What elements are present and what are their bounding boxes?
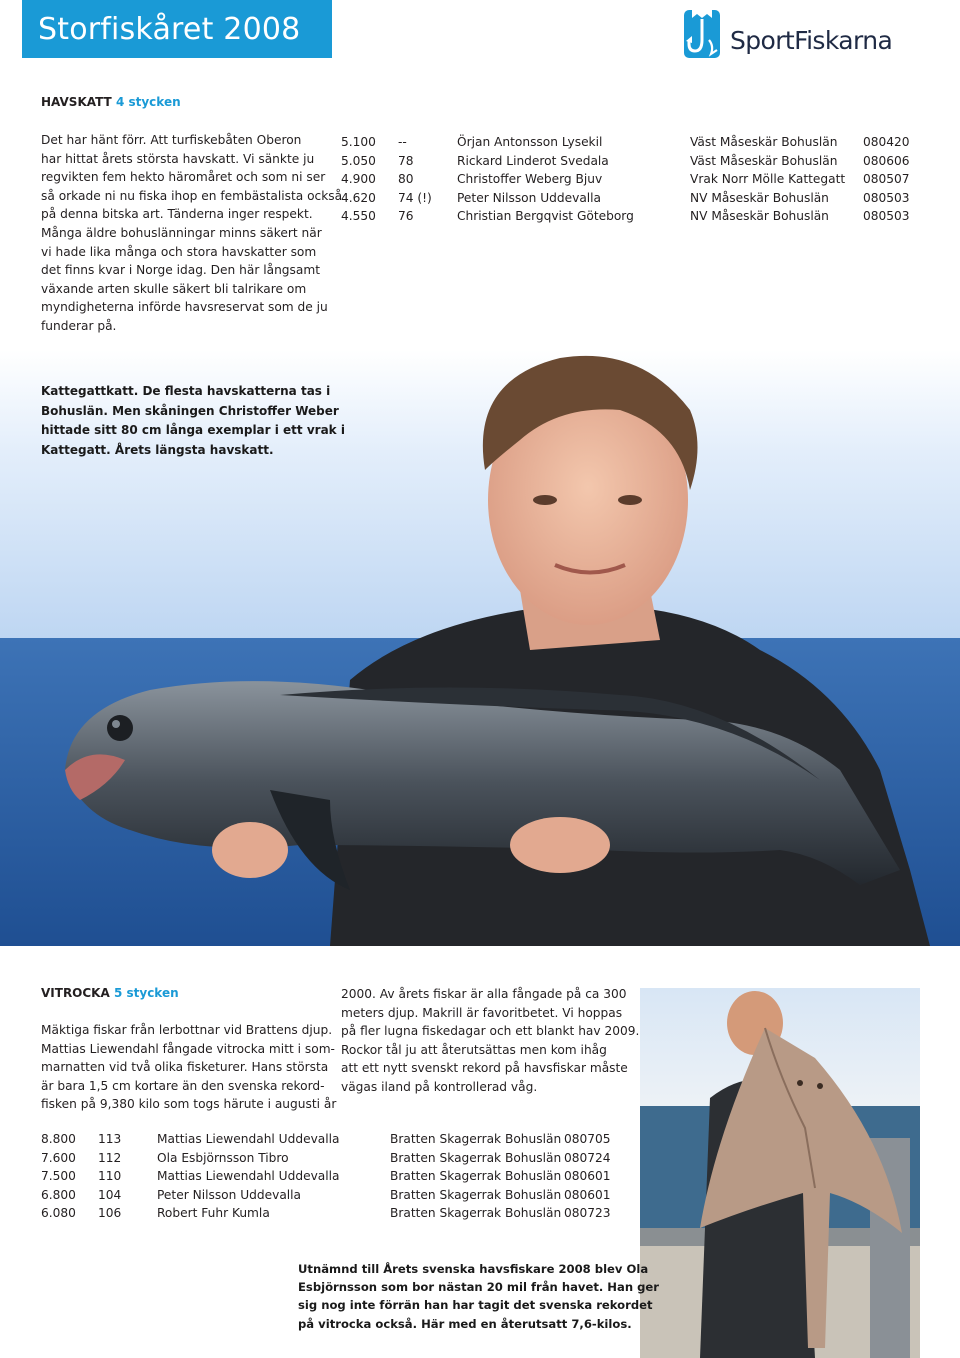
place-cell: NV Måseskär Bohuslän xyxy=(690,209,829,223)
paragraph-line: marnatten vid två olika fisketurer. Hans största xyxy=(41,1060,329,1075)
angler-cell: Christoffer Weberg Bjuv xyxy=(457,172,603,186)
paragraph-line: har hittat årets största havskatt. Vi sänkte ju xyxy=(41,151,315,166)
place-cell: Bratten Skagerrak Bohuslän xyxy=(390,1169,562,1183)
vitrocka-heading xyxy=(41,986,179,1000)
species-name: HAVSKATT xyxy=(41,95,112,109)
angler-cell: Mattias Liewendahl Uddevalla xyxy=(157,1132,340,1146)
weight-cell: 4.620 xyxy=(341,190,376,205)
havskatt-caption xyxy=(41,382,345,460)
place-cell: Bratten Skagerrak Bohuslän xyxy=(390,1132,562,1146)
weight-cell: 7.500 xyxy=(41,1169,76,1183)
weight-cell: 4.550 xyxy=(341,209,376,223)
length-cell: 113 xyxy=(98,1132,122,1146)
paragraph-line: meters djup. Makrill är favoritbetet. Vi hoppas xyxy=(341,1005,623,1020)
angler-cell: Ola Esbjörnsson Tibro xyxy=(157,1150,289,1165)
length-cell: -- xyxy=(398,135,407,149)
date-cell: 080606 xyxy=(863,153,910,168)
paragraph-line: är bara 1,5 cm kortare än den svenska rekord- xyxy=(41,1078,325,1093)
brand-wordmark: SportFiskarna xyxy=(730,26,893,55)
caption-line: sig nog inte förrän han har tagit det svenska rekordet xyxy=(298,1298,653,1313)
title-banner xyxy=(22,0,332,58)
paragraph-line: på denna bitska art. Tänderna inger respekt. xyxy=(41,207,313,222)
length-cell: 74 (!) xyxy=(398,190,432,205)
paragraph-line: Mattias Liewendahl fångade vitrocka mitt i som- xyxy=(41,1041,335,1056)
place-cell: Bratten Skagerrak Bohuslän xyxy=(390,1206,562,1220)
havskatt-heading xyxy=(41,95,181,109)
caption-line: Kattegattkatt. De flesta havskatterna tas i xyxy=(41,384,331,398)
weight-cell: 7.600 xyxy=(41,1150,76,1165)
caption-line: Utnämnd till Årets svenska havsfiskare 2008 blev Ola xyxy=(298,1262,649,1276)
paragraph-line: fisken på 9,380 kilo som togs härute i augusti år xyxy=(41,1097,337,1112)
species-count: 4 stycken xyxy=(115,95,181,109)
caption-line: hittade sitt 80 cm långa exemplar i ett vrak i xyxy=(41,423,345,437)
paragraph-line: vi hade lika många och stora havskatter som xyxy=(41,244,317,259)
date-cell: 080601 xyxy=(564,1187,611,1202)
man-with-skate-image xyxy=(640,988,920,1358)
length-cell: 112 xyxy=(98,1150,122,1165)
paragraph-line: Många äldre bohuslänningar minns säkert när xyxy=(41,225,322,240)
paragraph-line: Det har hänt förr. Att turfiskebåten Oberon xyxy=(41,133,302,147)
date-cell: 080503 xyxy=(863,209,910,223)
date-cell: 080724 xyxy=(564,1150,611,1165)
length-cell: 106 xyxy=(98,1206,122,1220)
weight-cell: 6.800 xyxy=(41,1187,76,1202)
place-cell: Vrak Norr Mölle Kattegatt xyxy=(690,172,846,186)
place-cell: Väst Måseskär Bohuslän xyxy=(690,153,838,168)
angler-cell: Peter Nilsson Uddevalla xyxy=(457,190,602,205)
date-cell: 080420 xyxy=(863,135,910,149)
angler-cell: Christian Bergqvist Göteborg xyxy=(457,209,634,223)
paragraph-line: funderar på. xyxy=(41,318,117,333)
weight-cell: 4.900 xyxy=(341,172,376,186)
caption-line: Bohuslän. Men skåningen Christoffer Weber xyxy=(41,403,339,418)
length-cell: 80 xyxy=(398,172,414,186)
place-cell: Bratten Skagerrak Bohuslän xyxy=(390,1150,562,1165)
page-title: Storfiskåret 2008 xyxy=(38,12,301,47)
length-cell: 110 xyxy=(98,1169,122,1183)
date-cell: 080503 xyxy=(863,190,910,205)
vitrocka-photo xyxy=(640,988,920,1358)
angler-cell: Robert Fuhr Kumla xyxy=(157,1206,270,1220)
paragraph-line: Rockor tål ju att återutsättas men kom ihåg xyxy=(341,1042,607,1057)
length-cell: 76 xyxy=(398,209,414,223)
length-cell: 78 xyxy=(398,153,414,168)
angler-cell: Peter Nilsson Uddevalla xyxy=(157,1187,302,1202)
date-cell: 080507 xyxy=(863,172,910,186)
fish-hook-logo-icon xyxy=(684,10,722,62)
sportfiskarna-logo xyxy=(684,10,924,62)
vitrocka-caption xyxy=(298,1260,659,1333)
paragraph-line: Mäktiga fiskar från lerbottnar vid Brattens djup. xyxy=(41,1023,333,1037)
vitrocka-paragraph-left xyxy=(41,1021,336,1114)
paragraph-line: myndigheterna införde havsreservat som de ju xyxy=(41,300,328,315)
paragraph-line: vägas iland på kontrollerad våg. xyxy=(341,1079,538,1094)
havskatt-paragraph xyxy=(41,131,342,336)
paragraph-line: på fler lugna fiskedagar och ett blankt hav 2009. xyxy=(341,1024,640,1039)
paragraph-line: det finns kvar i Norge idag. Den här långsamt xyxy=(41,263,321,278)
place-cell: Väst Måseskär Bohuslän xyxy=(690,135,838,149)
paragraph-line: regvikten fem hekto häromåret och som ni ser xyxy=(41,170,326,185)
paragraph-line: växande arten skulle säkert bli talrikare om xyxy=(41,281,307,296)
place-cell: Bratten Skagerrak Bohuslän xyxy=(390,1187,562,1202)
weight-cell: 5.050 xyxy=(341,153,376,168)
species-count: 5 stycken xyxy=(113,986,179,1000)
paragraph-line: att ett nytt svenskt rekord på havsfiskar måste xyxy=(341,1061,628,1076)
vitrocka-paragraph-right xyxy=(341,985,639,1097)
caption-line: Kattegatt. Årets längsta havskatt. xyxy=(41,442,274,457)
length-cell: 104 xyxy=(98,1187,122,1202)
angler-cell: Örjan Antonsson Lysekil xyxy=(457,135,603,149)
weight-cell: 5.100 xyxy=(341,135,376,149)
weight-cell: 6.080 xyxy=(41,1206,76,1220)
date-cell: 080705 xyxy=(564,1132,611,1146)
angler-cell: Mattias Liewendahl Uddevalla xyxy=(157,1169,340,1183)
species-name: VITROCKA xyxy=(41,986,110,1000)
place-cell: NV Måseskär Bohuslän xyxy=(690,190,829,205)
paragraph-line: så orkade ni nu fiska ihop en fembästalista också xyxy=(41,188,343,203)
angler-cell: Rickard Linderot Svedala xyxy=(457,153,609,168)
paragraph-line: 2000. Av årets fiskar är alla fångade på ca 300 xyxy=(341,987,627,1001)
date-cell: 080723 xyxy=(564,1206,611,1220)
date-cell: 080601 xyxy=(564,1169,611,1183)
weight-cell: 8.800 xyxy=(41,1132,76,1146)
caption-line: Esbjörnsson som bor nästan 20 mil från havet. Han ger xyxy=(298,1280,660,1295)
caption-line: på vitrocka också. Här med en återutsatt 7,6-kilos. xyxy=(298,1316,632,1331)
